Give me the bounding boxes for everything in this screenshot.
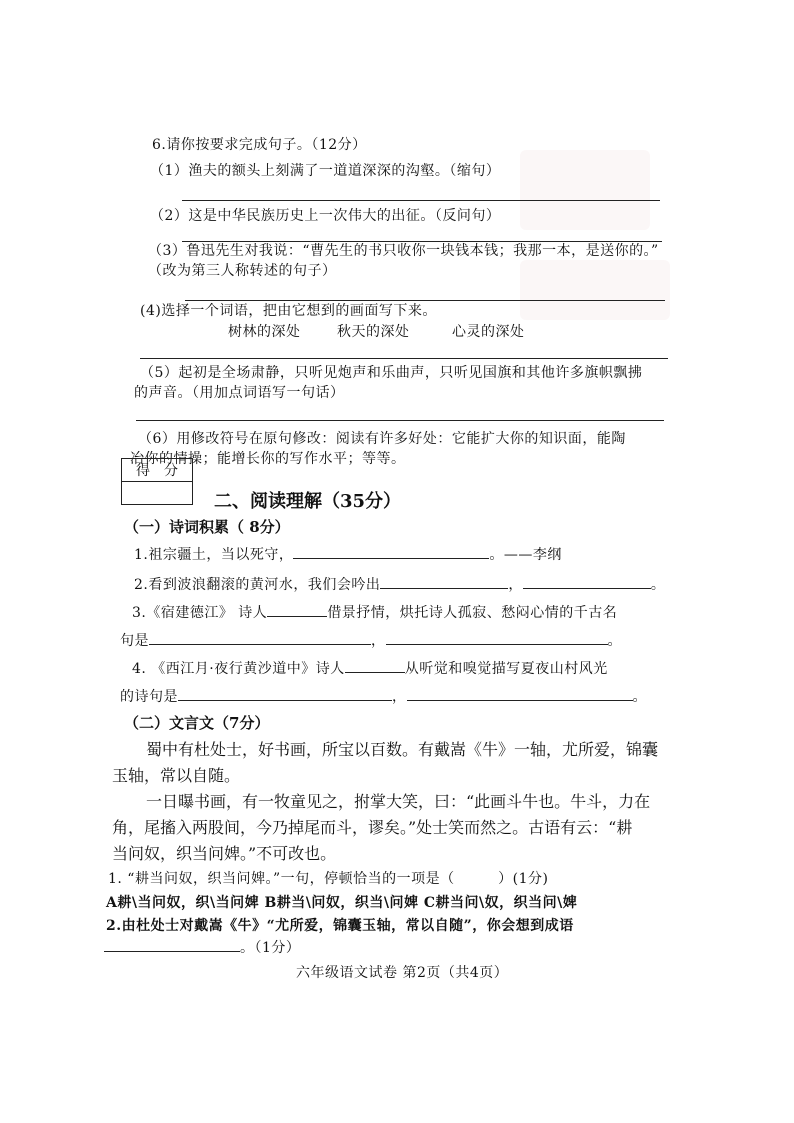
period: 。 [632, 689, 647, 705]
blank[interactable] [149, 630, 371, 645]
q6-item1: （1）渔夫的额头上刻满了一道道深深的沟壑。（缩句） [150, 163, 501, 179]
score-field[interactable] [122, 482, 193, 505]
blank[interactable] [407, 686, 633, 701]
part1-title: （一）诗词积累（ 8分） [124, 518, 290, 536]
classical-q2-score: 。（1分） [240, 940, 301, 956]
q6-title: 6.请你按要求完成句子。（12分） [152, 137, 367, 153]
blank[interactable] [267, 602, 327, 617]
blank[interactable] [523, 574, 651, 589]
passage-p2-line3: 当问奴，织当问婢。”不可改也。 [112, 844, 337, 863]
answer-line[interactable] [182, 200, 660, 201]
bleed-through-smudge [520, 150, 650, 230]
poem-q4-line1 [132, 658, 608, 678]
blank[interactable] [380, 574, 508, 589]
page-footer: 六年级语文试卷 第2页（共4页） [296, 965, 509, 981]
poem-q4-text2: 从听觉和嗅觉描写夏夜山村风光 [404, 661, 608, 677]
q6-item6-line2: 冶你的情操；能增长你的写作水平；等等。 [130, 451, 406, 467]
blank[interactable] [104, 937, 240, 952]
blank[interactable] [293, 544, 489, 559]
q6-item6-line1: （6）用修改符号在原句修改：阅读有许多好处：它能扩大你的知识面，能陶 [138, 431, 626, 447]
q6-item4-option: 心灵的深处 [452, 324, 525, 340]
poem-q1-text: 1.祖宗疆土，当以死守， [134, 547, 294, 563]
poem-q3-text2: 借景抒情，烘托诗人孤寂、愁闷心情的千古名 [327, 605, 618, 621]
score-label: 得 分 [122, 459, 193, 482]
poem-q4-text3: 的诗句是 [120, 689, 178, 705]
period: 。 [607, 633, 622, 649]
poem-q3-line1 [132, 602, 617, 622]
q6-item4: (4)选择一个词语，把由它想到的画面写下来。 [140, 303, 437, 319]
classical-q1: 1. “耕当问奴，织当问婢。”一句，停顿恰当的一项是（ ）(1分) [108, 871, 549, 887]
part2-title: （二）文言文（7分） [124, 714, 270, 732]
blank[interactable] [386, 630, 608, 645]
passage-p2-line2: 角，尾搐入两股间，今乃掉尾而斗，谬矣。”处士笑而然之。古语有云：“耕 [112, 818, 633, 837]
passage-p1-line1: 蜀中有杜处士，好书画，所宝以百数。有戴嵩《牛》一轴，尤所爱，锦囊 [146, 740, 659, 759]
q6-item4-option: 树林的深处 [228, 324, 301, 340]
q6-item5-line2: 的声音。（用加点词语写一句话） [134, 385, 345, 401]
classical-q1-options: A耕\当问奴，织\当问婢 B耕当\问奴，织当\问婢 C耕当问\奴，织当问\婢 [106, 895, 578, 911]
passage-p2-line1: 一日曝书画，有一牧童见之，拊掌大笑，曰：“此画斗牛也。牛斗，力在 [146, 792, 651, 811]
poem-q3-line2 [120, 630, 622, 650]
poem-q3-text3: 句是 [120, 633, 149, 649]
q6-item3-line2: （改为第三人称转述的句子） [148, 263, 337, 279]
poem-q1-source: 。——李纲 [489, 547, 562, 563]
classical-q2-line1: 2.由杜处士对戴嵩《牛》“尤所爱，锦囊玉轴，常以自随”，你会想到成语 [106, 918, 574, 934]
poem-q4-text: 4. 《西江月·夜行黄沙道中》诗人 [132, 661, 345, 677]
poem-q3-text: 3.《宿建德江》 诗人 [132, 605, 268, 621]
blank[interactable] [178, 686, 392, 701]
q6-item5-line1: （5）起初是全场肃静，只听见炮声和乐曲声，只听见国旗和其他许多旗帜飘拂 [140, 365, 643, 381]
poem-q2-text: 2.看到波浪翻滚的黄河水，我们会吟出 [134, 577, 381, 593]
blank[interactable] [345, 658, 405, 673]
comma: ， [371, 633, 386, 649]
poem-q4-line2 [120, 686, 647, 706]
passage-p1-line2: 玉轴，常以自随。 [112, 766, 241, 785]
comma: ， [392, 689, 407, 705]
period: 。 [650, 577, 666, 593]
answer-line[interactable] [136, 420, 664, 421]
classical-q2-line2 [104, 937, 300, 957]
score-box [121, 458, 193, 505]
comma: ， [508, 577, 523, 593]
poem-q2 [134, 574, 665, 594]
q6-item2: （2）这是中华民族历史上一次伟大的出征。（反问句） [150, 208, 501, 224]
section2-title: 二、阅读理解（35分） [214, 491, 402, 512]
poem-q1 [134, 544, 562, 564]
bleed-through-smudge [520, 260, 670, 320]
q6-item3-line1: （3）鲁迅先生对我说：“曹先生的书只收你一块钱本钱；我那一本，是送你的。” [148, 243, 659, 259]
q6-item4-option: 秋天的深处 [337, 324, 410, 340]
answer-line[interactable] [140, 358, 668, 359]
